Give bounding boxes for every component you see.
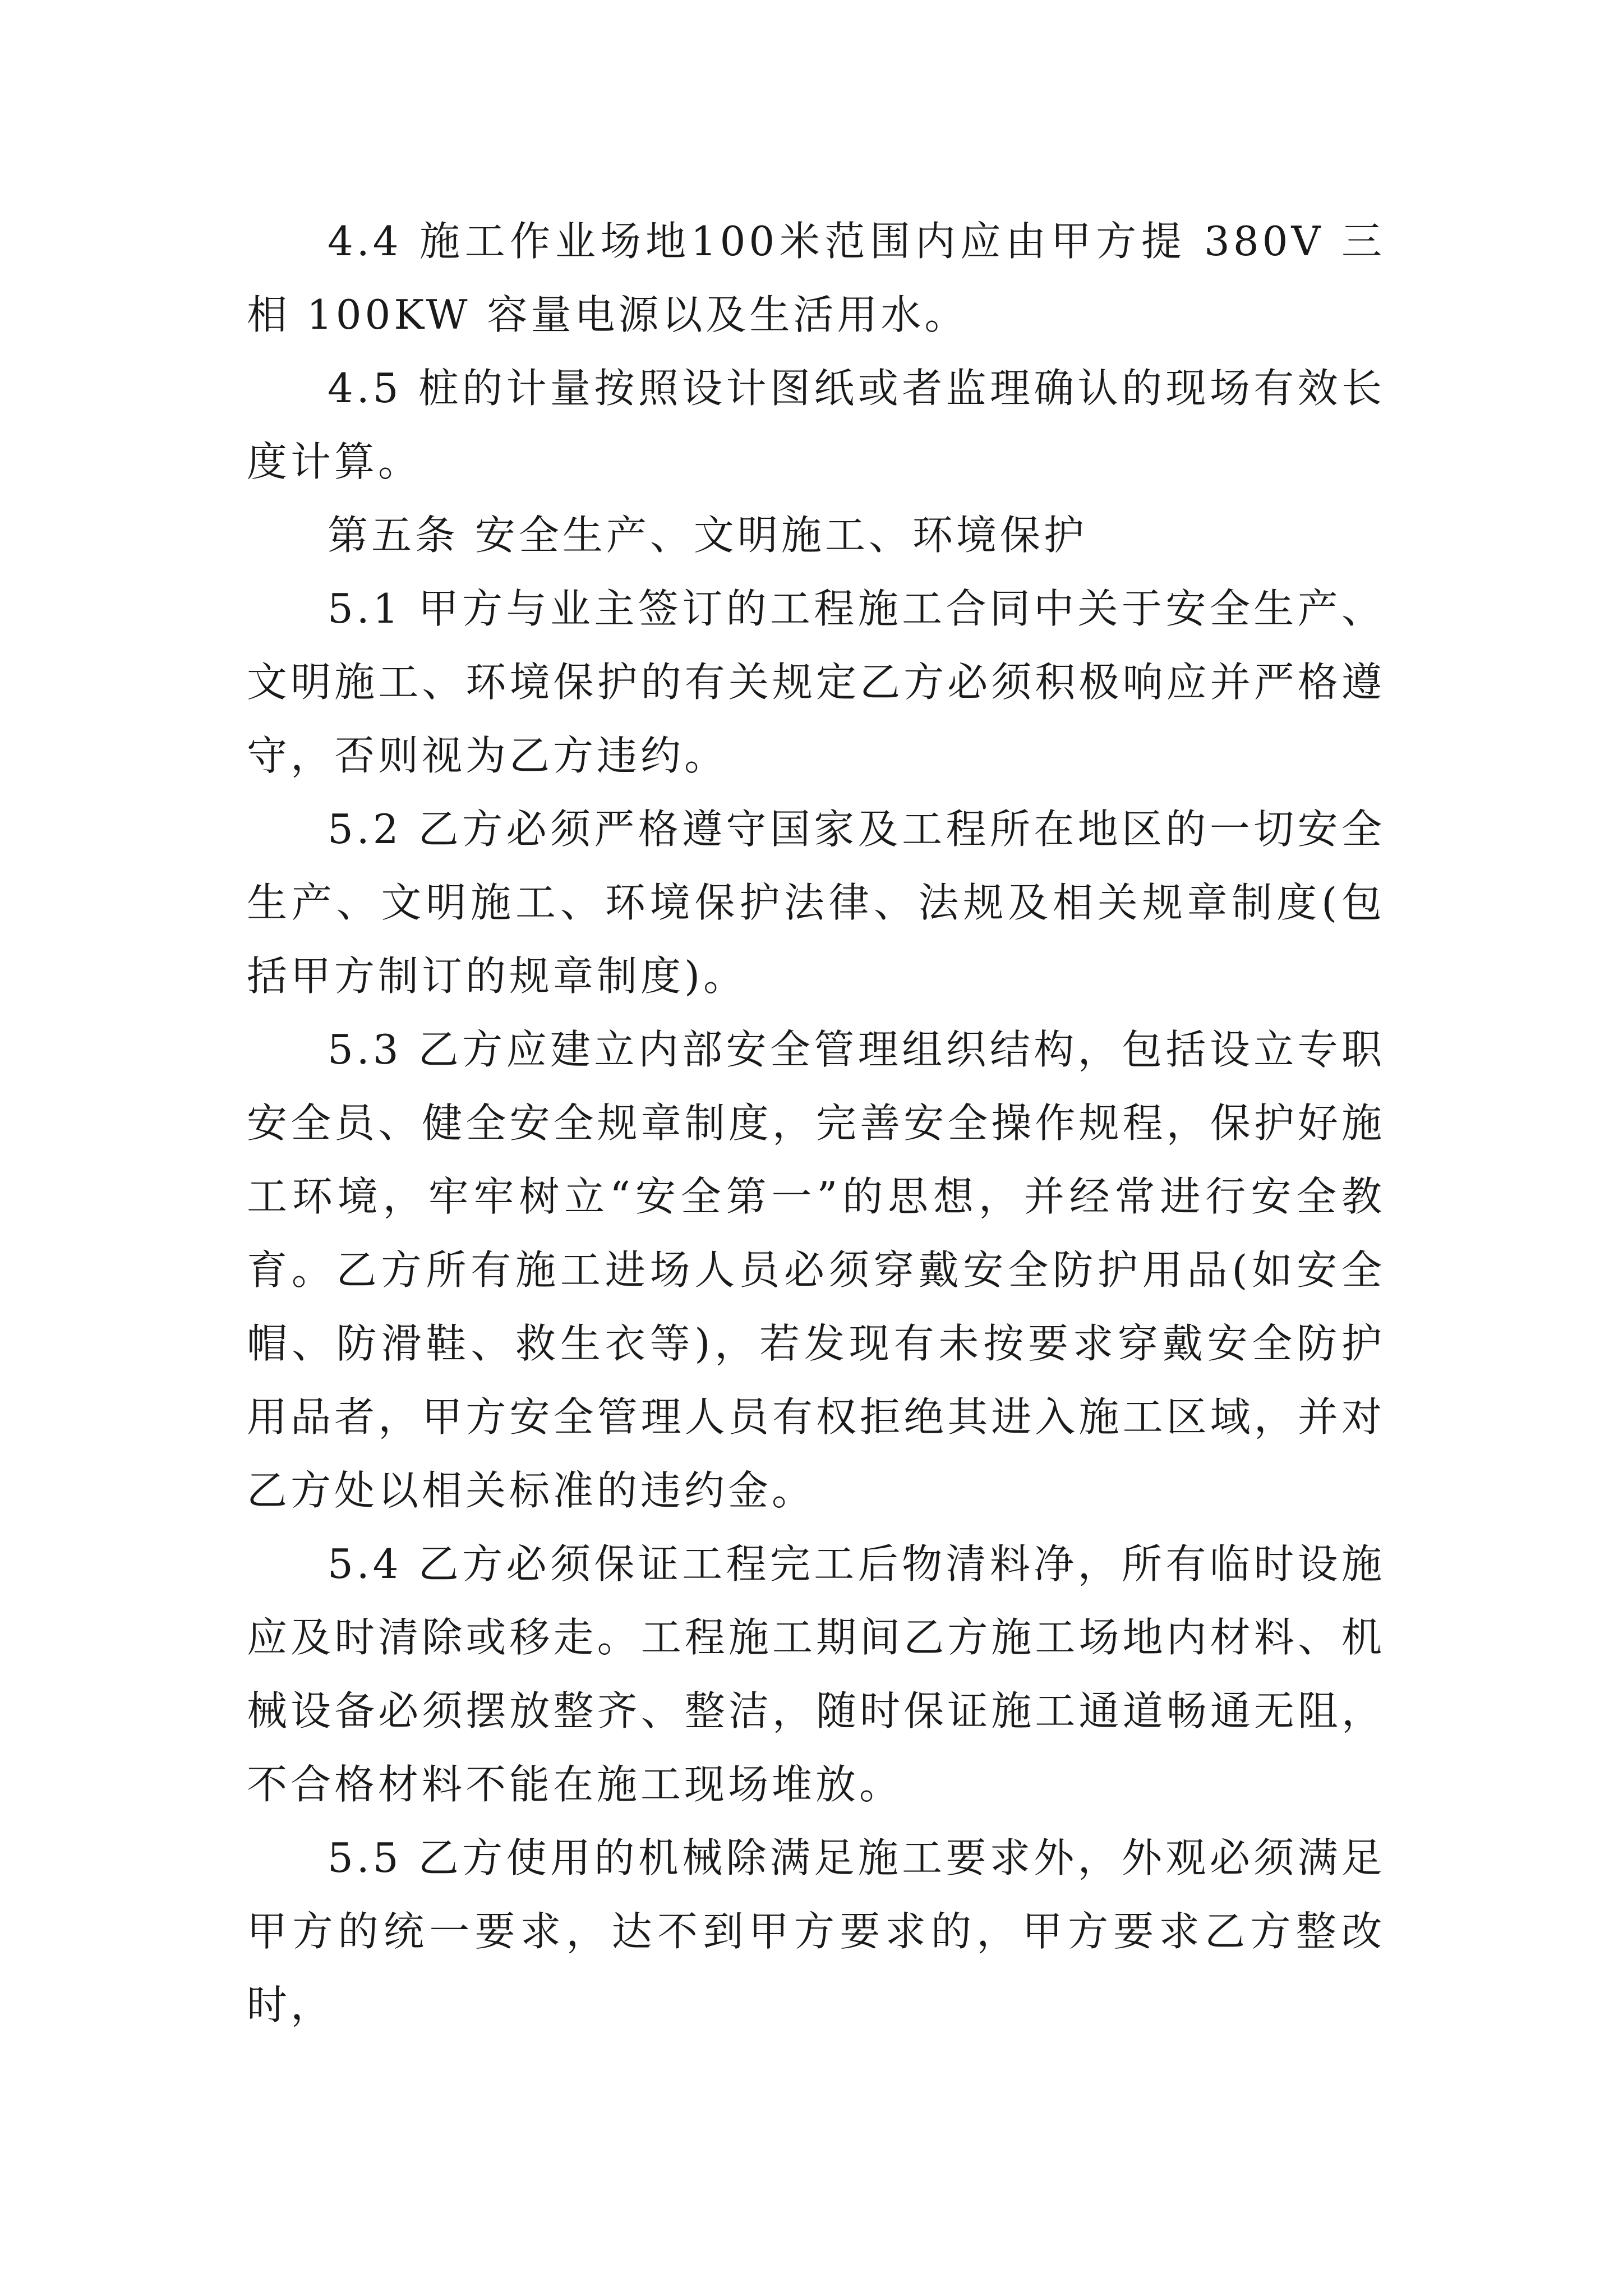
section-heading-article-5: 第五条 安全生产、文明施工、环境保护: [328, 512, 1087, 559]
paragraph-5-3: 5.3 乙方应建立内部安全管理组织结构，包括设立专职安全员、健全安全规章制度，完善安全操作规程，保护好施工环境，牢牢树立“安全第一”的思想，并经常进行安全教育。乙方所有施工进场人员必须穿戴安全防护用品(如安全帽、防滑鞋、救生衣等)，若发现有未按要求穿戴安全防护用品者，甲方安全管理人员有权拒绝其进入施工区域，并对乙方处以相关标准的违约金。: [247, 1026, 1385, 1514]
paragraph-4-4: 4.4 施工作业场地100米范围内应由甲方提 380V 三相 100KW 容量电源以及生活用水。: [247, 218, 1385, 338]
paragraph-5-1: 5.1 甲方与业主签订的工程施工合同中关于安全生产、文明施工、环境保护的有关规定乙方必须积极响应并严格遵守，否则视为乙方违约。: [247, 585, 1385, 779]
document-body: [247, 205, 1385, 2042]
paragraph-5-2: 5.2 乙方必须严格遵守国家及工程所在地区的一切安全生产、文明施工、环境保护法律、法规及相关规章制度(包括甲方制订的规章制度)。: [247, 806, 1385, 1000]
paragraph-5-4: 5.4 乙方必须保证工程完工后物清料净，所有临时设施应及时清除或移走。工程施工期间乙方施工场地内材料、机械设备必须摆放整齐、整洁，随时保证施工通道畅通无阻，不合格材料不能在施工现场堆放。: [247, 1540, 1385, 1808]
paragraph-4-5: 4.5 桩的计量按照设计图纸或者监理确认的现场有效长度计算。: [247, 365, 1385, 485]
paragraph-5-5: 5.5 乙方使用的机械除满足施工要求外，外观必须满足甲方的统一要求，达不到甲方要求的，甲方要求乙方整改时，: [247, 1834, 1385, 2028]
